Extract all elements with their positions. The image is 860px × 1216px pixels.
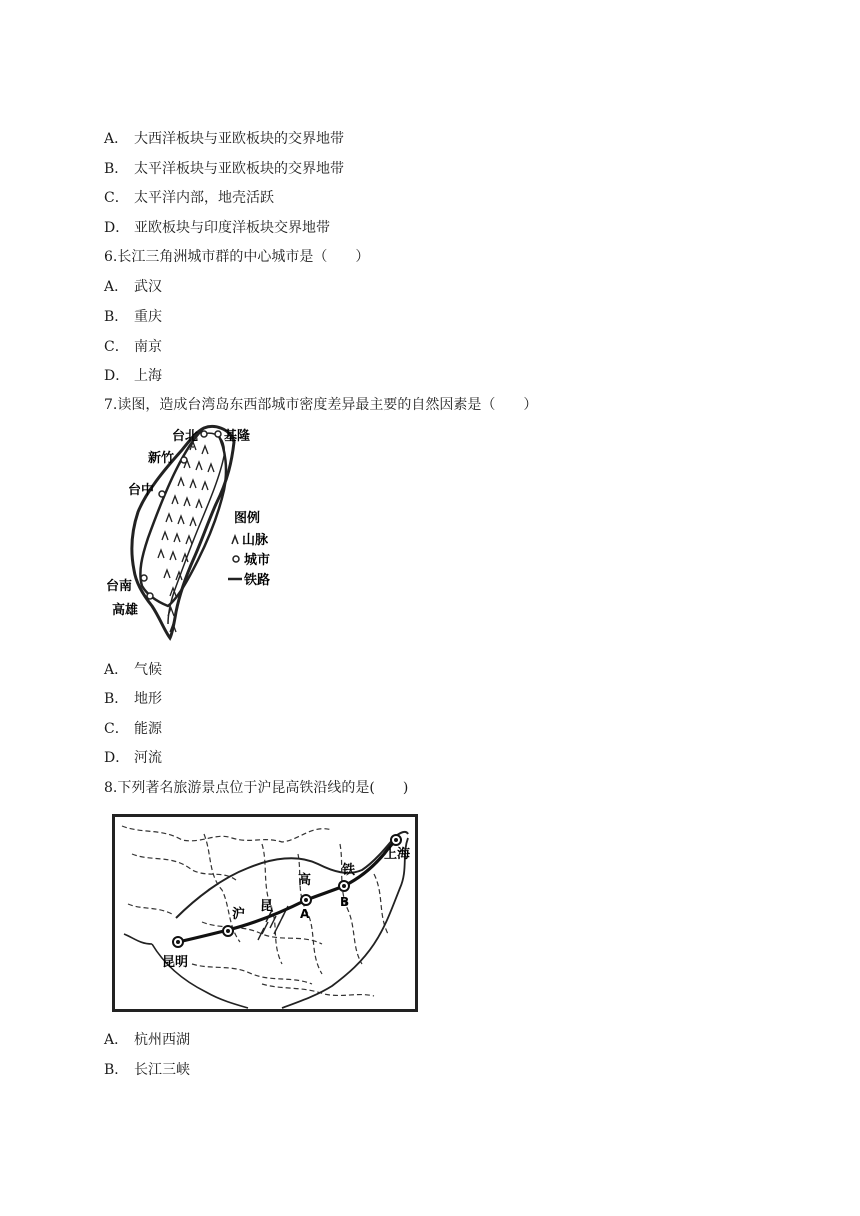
- city-legend-icon: [233, 556, 239, 562]
- option-text: 上海: [134, 368, 162, 384]
- q5-option-b: [104, 160, 344, 178]
- option-text: 武汉: [134, 279, 162, 295]
- option-letter: D．: [104, 750, 130, 766]
- q7-option-b: [104, 690, 162, 708]
- label-shanghai: 上海: [384, 847, 411, 862]
- option-text: 太平洋板块与亚欧板块的交界地带: [134, 161, 344, 177]
- q7-option-d: [104, 749, 162, 767]
- label-point-b: B: [340, 895, 350, 909]
- shanghai-kunming-rail-map: [112, 814, 418, 1012]
- q7-stem: 7.读图，造成台湾岛东西部城市密度差异最主要的自然因素是（ ）: [104, 397, 538, 413]
- q8-option-b: [104, 1061, 190, 1079]
- q6-option-d: [104, 367, 162, 385]
- mountain-legend-icon: [232, 536, 238, 544]
- option-text: 地形: [134, 691, 162, 707]
- option-letter: A．: [104, 662, 129, 678]
- option-letter: C．: [104, 721, 129, 737]
- legend-city: 城市: [244, 553, 271, 568]
- label-gao: 高: [298, 873, 312, 888]
- label-point-a: A: [300, 907, 310, 921]
- q6-option-c: [104, 338, 162, 356]
- q8-stem: 8.下列著名旅游景点位于沪昆高铁沿线的是( ): [104, 780, 409, 796]
- option-text: 杭州西湖: [134, 1032, 190, 1048]
- option-text: 能源: [134, 721, 162, 737]
- legend-mountain: 山脉: [242, 533, 269, 548]
- q6-option-a: [104, 278, 162, 296]
- q5-option-a: [104, 130, 344, 148]
- city-label-taipei: 台北: [172, 429, 199, 444]
- map-legend: [228, 510, 270, 588]
- option-text: 重庆: [134, 309, 162, 325]
- option-letter: D．: [104, 220, 130, 236]
- option-letter: B．: [104, 309, 129, 325]
- option-text: 亚欧板块与印度洋板块交界地带: [134, 220, 330, 236]
- option-letter: B．: [104, 1062, 129, 1078]
- legend-railway: 铁路: [244, 573, 271, 588]
- city-label-hsinchu: 新竹: [148, 451, 175, 466]
- q5-option-c: [104, 189, 274, 207]
- option-letter: C．: [104, 339, 129, 355]
- city-label-keelung: 基隆: [224, 429, 251, 444]
- option-letter: B．: [104, 691, 129, 707]
- legend-title: 图例: [234, 511, 261, 526]
- city-label-tainan: 台南: [106, 579, 133, 594]
- q7-option-c: [104, 720, 162, 738]
- option-text: 南京: [134, 339, 162, 355]
- option-text: 大西洋板块与亚欧板块的交界地带: [134, 131, 344, 147]
- label-hu: 沪: [232, 907, 246, 922]
- option-text: 长江三峡: [134, 1062, 190, 1078]
- option-letter: C．: [104, 190, 129, 206]
- option-letter: D．: [104, 368, 130, 384]
- city-label-taichung: 台中: [128, 483, 155, 498]
- option-letter: B．: [104, 161, 129, 177]
- q7-option-a: [104, 661, 162, 679]
- label-tie: 铁: [342, 863, 356, 878]
- label-kun: 昆: [260, 899, 274, 914]
- option-text: 气候: [134, 662, 162, 678]
- q6-stem: 6.长江三角洲城市群的中心城市是（ ）: [104, 249, 370, 265]
- city-label-kaohsiung: 高雄: [112, 603, 139, 618]
- option-text: 太平洋内部，地壳活跃: [134, 190, 274, 206]
- taiwan-map: [106, 420, 296, 642]
- label-kunming: 昆明: [162, 955, 189, 970]
- option-letter: A．: [104, 1032, 129, 1048]
- option-text: 河流: [134, 750, 162, 766]
- option-letter: A．: [104, 131, 129, 147]
- option-letter: A．: [104, 279, 129, 295]
- q8-option-a: [104, 1031, 190, 1049]
- q6-option-b: [104, 308, 162, 326]
- q5-option-d: [104, 219, 330, 237]
